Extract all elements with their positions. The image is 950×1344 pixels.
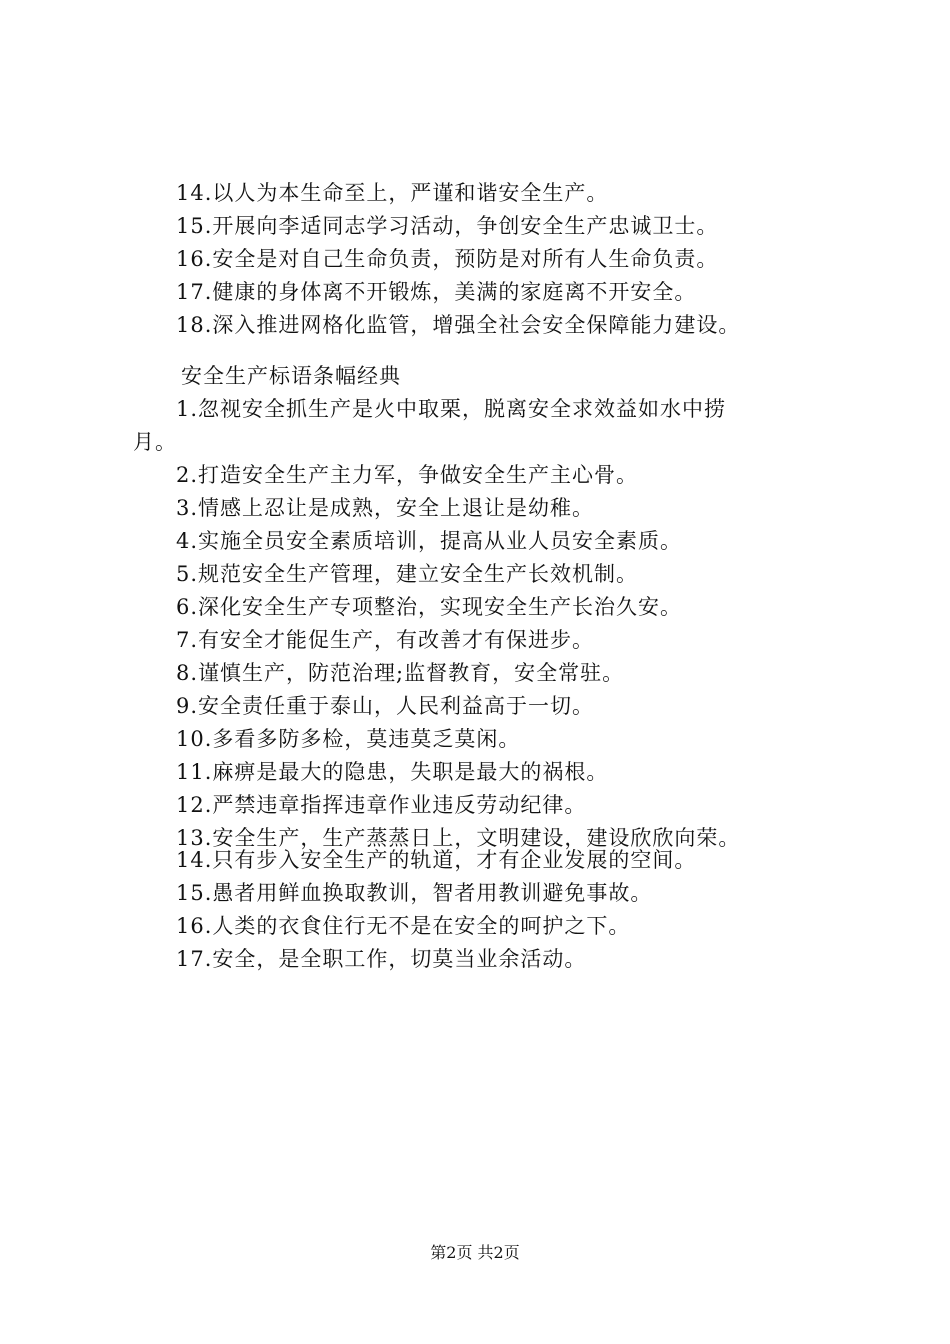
list-item: 14.只有步入安全生产的轨道，才有企业发展的空间。	[176, 848, 697, 872]
list-item: 5.规范安全生产管理，建立安全生产长效机制。	[176, 562, 639, 586]
section-heading: 安全生产标语条幅经典	[181, 364, 401, 388]
list-item: 16.安全是对自己生命负责，预防是对所有人生命负责。	[176, 247, 719, 271]
list-item: 6.深化安全生产专项整治，实现安全生产长治久安。	[176, 595, 683, 619]
list-item: 15.开展向李适同志学习活动，争创安全生产忠诚卫士。	[176, 214, 719, 238]
list-item: 17.安全，是全职工作，切莫当业余活动。	[176, 947, 587, 971]
list-item: 9.安全责任重于泰山，人民利益高于一切。	[176, 694, 595, 718]
list-item: 11.麻痹是最大的隐患，失职是最大的祸根。	[176, 760, 609, 784]
list-item: 16.人类的衣食住行无不是在安全的呵护之下。	[176, 914, 631, 938]
slogan-section-classic	[133, 360, 833, 855]
list-item-continuation: 月。	[133, 430, 177, 454]
list-item: 17.健康的身体离不开锻炼，美满的家庭离不开安全。	[176, 280, 697, 304]
list-item: 2.打造安全生产主力军，争做安全生产主心骨。	[176, 463, 639, 487]
slogan-list-extra	[133, 844, 833, 976]
list-item: 8.谨慎生产，防范治理;监督教育，安全常驻。	[176, 661, 625, 685]
list-item: 18.深入推进网格化监管，增强全社会安全保障能力建设。	[176, 313, 741, 337]
page-number-footer: 第2页 共2页	[430, 1243, 520, 1262]
list-item: 13.安全生产，生产蒸蒸日上，文明建设，建设欣欣向荣。	[176, 826, 741, 850]
list-item: 12.严禁违章指挥违章作业违反劳动纪律。	[176, 793, 587, 817]
list-item: 3.情感上忍让是成熟，安全上退让是幼稚。	[176, 496, 595, 520]
list-item: 4.实施全员安全素质培训，提高从业人员安全素质。	[176, 529, 683, 553]
list-item: 14.以人为本生命至上，严谨和谐安全生产。	[176, 181, 609, 205]
list-item: 1.忽视安全抓生产是火中取栗，脱离安全求效益如水中捞	[176, 397, 727, 421]
list-item: 10.多看多防多检，莫违莫乏莫闲。	[176, 727, 521, 751]
list-item: 15.愚者用鲜血换取教训，智者用教训避免事故。	[176, 881, 653, 905]
slogan-list-continued	[133, 177, 833, 342]
list-item: 7.有安全才能促生产，有改善才有保进步。	[176, 628, 595, 652]
